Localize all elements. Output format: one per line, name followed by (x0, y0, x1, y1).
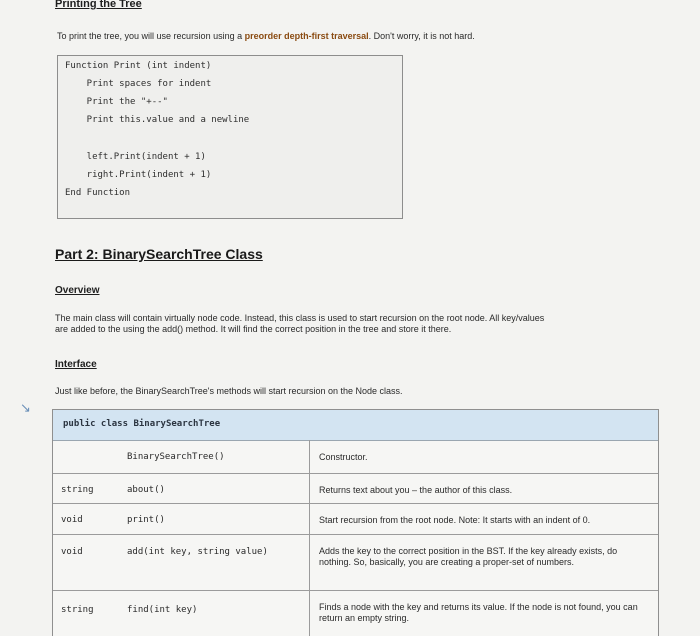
code-line-2: Print spaces for indent (65, 79, 212, 89)
interface-table-header (53, 410, 658, 441)
interface-table (52, 409, 659, 636)
table-row (53, 473, 658, 504)
code-line-4: Print this.value and a newline (65, 115, 250, 125)
method-signature: print() (127, 515, 165, 525)
interface-heading: Interface (55, 359, 97, 370)
table-row (53, 504, 658, 535)
printing-intro-text-start: To print the tree, you will use recursion using a (57, 31, 245, 41)
return-type: void (61, 515, 83, 525)
part2-heading: Part 2: BinarySearchTree Class (55, 246, 263, 262)
printing-intro-text-end: . Don't worry, it is not hard. (368, 31, 475, 41)
code-line-1: Function Print (int indent) (65, 61, 212, 71)
section-heading-printing: Printing the Tree (55, 0, 142, 10)
overview-heading: Overview (55, 285, 100, 296)
printing-intro (57, 31, 657, 42)
overview-text-line-2: are added to the using the add() method. It will find the correct position in the tree and store it there. (55, 324, 452, 334)
code-line-8: End Function (65, 188, 131, 198)
interface-text: Just like before, the BinarySearchTree's methods will start recursion on the Node class. (55, 386, 403, 396)
method-description: Start recursion from the root node. Note: It starts with an indent of 0. (319, 515, 591, 525)
code-line-3: Print the "+--" (65, 97, 168, 107)
method-description: Returns text about you – the author of this class. (319, 485, 513, 495)
method-description: Constructor. (319, 452, 368, 462)
return-type: string (61, 605, 94, 615)
method-description: Adds the key to the correct position in the BST. If the key already exists, do nothing. So, basically, you are creating a proper-set of numbers. (319, 546, 618, 567)
code-line-7: right.Print(indent + 1) (65, 170, 212, 180)
method-description: Finds a node with the key and returns its value. If the node is not found, you can return an empty string. (319, 602, 638, 623)
method-signature: about() (127, 485, 165, 495)
code-line-6: left.Print(indent + 1) (65, 152, 206, 162)
method-signature: add(int key, string value) (127, 547, 268, 557)
printing-intro-highlight: preorder depth-first traversal (244, 31, 369, 41)
method-signature: BinarySearchTree() (127, 452, 225, 462)
method-signature: find(int key) (127, 605, 198, 615)
class-declaration: public class BinarySearchTree (63, 419, 221, 429)
pseudocode-box (57, 55, 403, 219)
table-row (53, 591, 658, 636)
table-row (53, 440, 658, 474)
table-row (53, 535, 658, 591)
overview-text-line-1: The main class will contain virtually node code. Instead, this class is used to start recursion on the root node. All key/values (55, 313, 545, 323)
return-type: string (61, 485, 94, 495)
return-type: void (61, 547, 83, 557)
mouse-cursor-icon: ↘ (20, 400, 31, 415)
